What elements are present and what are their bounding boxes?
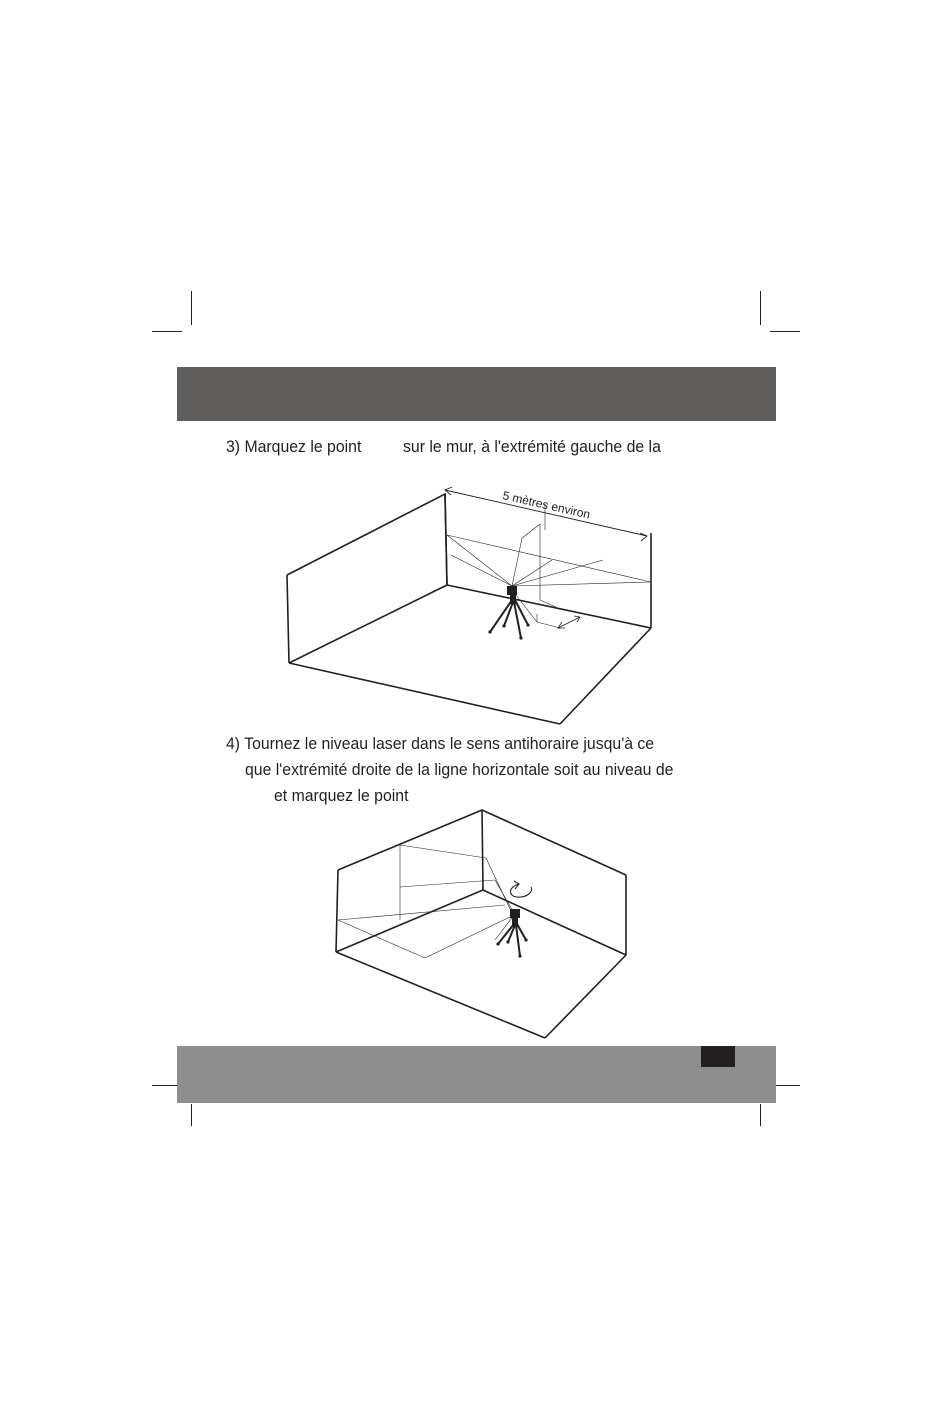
- laser-level-on-tripod-2: [496, 909, 527, 958]
- page-number-tab: [701, 1046, 735, 1067]
- step4-text-line3: et marquez le point: [274, 786, 409, 805]
- step3-text-part2: sur le mur, à l'extrémité gauche de la: [403, 437, 661, 456]
- step3-text-part1: 3) Marquez le point: [226, 437, 362, 456]
- step4-text-line1: 4) Tournez le niveau laser dans le sens antihoraire jusqu'à ce: [226, 734, 655, 753]
- step4-text-line2: que l'extrémité droite de la ligne horizontale soit au niveau de: [245, 760, 674, 779]
- counterclockwise-rotation-icon: [510, 881, 531, 897]
- footer-band: [177, 1046, 776, 1103]
- distance-label: 5 mètres environ: [501, 488, 592, 522]
